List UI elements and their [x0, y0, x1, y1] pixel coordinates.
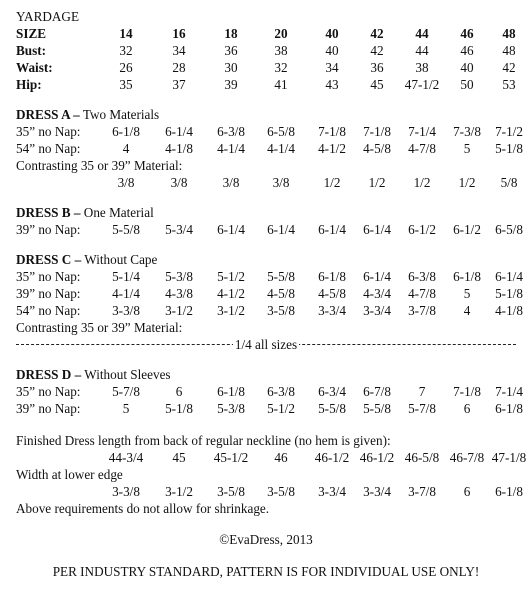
value-cell: 35 — [119, 77, 133, 92]
value-cell: 6-5/8 — [267, 124, 295, 139]
value-cell: 53 — [502, 77, 516, 92]
value-cell: 7 — [418, 384, 426, 399]
value-cell: 4-1/8 — [165, 141, 193, 156]
value-cell: 3/8 — [170, 175, 188, 190]
value-cell: 3-7/8 — [408, 484, 436, 499]
value-cell: 4-5/8 — [267, 286, 295, 301]
value-cell: 48 — [502, 43, 516, 58]
value-cell: 43 — [325, 77, 339, 92]
row-label: Hip: — [16, 77, 42, 92]
value-cell: 6-1/8 — [495, 484, 523, 499]
value-cell: 47-1/2 — [404, 77, 440, 92]
value-cell: 3-5/8 — [217, 484, 245, 499]
value-cell: 5-7/8 — [112, 384, 140, 399]
value-cell: 45-1/2 — [213, 450, 249, 465]
value-cell: 6-1/4 — [363, 269, 391, 284]
value-cell: 46-1/2 — [314, 450, 350, 465]
value-cell: 48 — [502, 26, 516, 41]
value-cell: 3-5/8 — [267, 484, 295, 499]
row-label: SIZE — [16, 26, 47, 41]
value-cell: 40 — [325, 26, 339, 41]
value-cell: 6-1/8 — [217, 384, 245, 399]
dress-b-desc: One Material — [80, 205, 154, 220]
value-cell: 32 — [274, 60, 288, 75]
value-cell: 4-7/8 — [408, 286, 436, 301]
value-cell: 45 — [370, 77, 384, 92]
value-cell: 3-1/2 — [165, 484, 193, 499]
value-cell: 6-1/8 — [453, 269, 481, 284]
value-cell: 16 — [172, 26, 186, 41]
dress-d-desc: Without Sleeves — [81, 367, 171, 382]
value-cell: 44 — [415, 43, 429, 58]
value-cell: 3/8 — [272, 175, 290, 190]
value-cell: 1/2 — [458, 175, 476, 190]
value-cell: 6 — [463, 484, 471, 499]
value-cell: 5/8 — [500, 175, 518, 190]
row-label: 39” no Nap: — [16, 286, 81, 301]
value-cell: 6-3/8 — [217, 124, 245, 139]
value-cell: 6-7/8 — [363, 384, 391, 399]
value-cell: 5-3/8 — [217, 401, 245, 416]
value-cell: 6-1/2 — [453, 222, 481, 237]
dress-a-desc: Two Materials — [79, 107, 160, 122]
value-cell: 3-1/2 — [217, 303, 245, 318]
value-cell: 40 — [325, 43, 339, 58]
value-cell: 4-1/4 — [217, 141, 245, 156]
value-cell: 6 — [175, 384, 183, 399]
value-cell: 3-7/8 — [408, 303, 436, 318]
value-cell: 45 — [172, 450, 186, 465]
value-cell: 6-5/8 — [495, 222, 523, 237]
value-cell: 7-1/4 — [495, 384, 523, 399]
dress-d-name: DRESS D – — [16, 367, 82, 382]
value-cell: 6-1/8 — [318, 269, 346, 284]
value-cell: 6-1/2 — [408, 222, 436, 237]
value-cell: 7-1/8 — [453, 384, 481, 399]
value-cell: 3-3/4 — [363, 484, 391, 499]
row-label: Bust: — [16, 43, 47, 58]
value-cell: 5 — [122, 401, 130, 416]
row-label: 39” no Nap: — [16, 401, 81, 416]
row-label: 35” no Nap: — [16, 384, 81, 399]
dress-b-name: DRESS B – — [16, 205, 81, 220]
value-cell: 6-1/4 — [217, 222, 245, 237]
value-cell: 5-1/8 — [495, 286, 523, 301]
value-cell: 5 — [463, 286, 471, 301]
value-cell: 3-1/2 — [165, 303, 193, 318]
value-cell: 1/2 — [323, 175, 341, 190]
value-cell: 5-7/8 — [408, 401, 436, 416]
value-cell: 37 — [172, 77, 186, 92]
value-cell: 50 — [460, 77, 474, 92]
value-cell: 3-3/4 — [318, 484, 346, 499]
value-cell: 6-3/8 — [408, 269, 436, 284]
value-cell: 7-3/8 — [453, 124, 481, 139]
width-label: Width at lower edge — [16, 467, 123, 482]
value-cell: 41 — [274, 77, 288, 92]
value-cell: 3/8 — [117, 175, 135, 190]
dress-c-contrasting-label: Contrasting 35 or 39” Material: — [16, 320, 183, 335]
value-cell: 5-1/8 — [165, 401, 193, 416]
row-label: 35” no Nap: — [16, 124, 81, 139]
value-cell: 7-1/8 — [318, 124, 346, 139]
dress-c-all-sizes: 1/4 all sizes — [234, 337, 298, 352]
value-cell: 46 — [460, 43, 474, 58]
value-cell: 3-3/8 — [112, 303, 140, 318]
value-cell: 5 — [463, 141, 471, 156]
value-cell: 4-1/4 — [267, 141, 295, 156]
value-cell: 42 — [370, 26, 384, 41]
value-cell: 44-3/4 — [108, 450, 144, 465]
row-label: 35” no Nap: — [16, 269, 81, 284]
dress-c-desc: Without Cape — [81, 252, 158, 267]
finished-length-label: Finished Dress length from back of regular neckline (no hem is given): — [16, 433, 391, 448]
value-cell: 46 — [274, 450, 288, 465]
value-cell: 30 — [224, 60, 238, 75]
value-cell: 6-1/8 — [112, 124, 140, 139]
row-label: Waist: — [16, 60, 53, 75]
value-cell: 38 — [274, 43, 288, 58]
row-label: 54” no Nap: — [16, 303, 81, 318]
value-cell: 6-1/4 — [165, 124, 193, 139]
value-cell: 3/8 — [222, 175, 240, 190]
value-cell: 42 — [502, 60, 516, 75]
value-cell: 26 — [119, 60, 133, 75]
value-cell: 6 — [463, 401, 471, 416]
value-cell: 5-3/4 — [165, 222, 193, 237]
value-cell: 36 — [370, 60, 384, 75]
value-cell: 34 — [172, 43, 186, 58]
value-cell: 4-5/8 — [363, 141, 391, 156]
value-cell: 6-3/4 — [318, 384, 346, 399]
dress-a-contrasting-label: Contrasting 35 or 39” Material: — [16, 158, 183, 173]
value-cell: 6-1/4 — [495, 269, 523, 284]
value-cell: 34 — [325, 60, 339, 75]
value-cell: 4 — [463, 303, 471, 318]
value-cell: 46-1/2 — [359, 450, 395, 465]
value-cell: 4-3/8 — [165, 286, 193, 301]
value-cell: 5-1/2 — [217, 269, 245, 284]
value-cell: 4 — [122, 141, 130, 156]
value-cell: 14 — [119, 26, 133, 41]
value-cell: 3-3/4 — [363, 303, 391, 318]
dress-a-name: DRESS A – — [16, 107, 80, 122]
value-cell: 4-5/8 — [318, 286, 346, 301]
value-cell: 3-5/8 — [267, 303, 295, 318]
value-cell: 7-1/2 — [495, 124, 523, 139]
value-cell: 39 — [224, 77, 238, 92]
value-cell: 6-1/4 — [318, 222, 346, 237]
value-cell: 6-1/4 — [267, 222, 295, 237]
value-cell: 18 — [224, 26, 238, 41]
value-cell: 5-1/2 — [267, 401, 295, 416]
value-cell: 36 — [224, 43, 238, 58]
value-cell: 32 — [119, 43, 133, 58]
value-cell: 1/2 — [368, 175, 386, 190]
value-cell: 7-1/8 — [363, 124, 391, 139]
value-cell: 1/2 — [413, 175, 431, 190]
value-cell: 4-1/2 — [318, 141, 346, 156]
dress-c-all-sizes-line — [16, 336, 516, 353]
value-cell: 4-1/8 — [495, 303, 523, 318]
value-cell: 4-7/8 — [408, 141, 436, 156]
value-cell: 6-3/8 — [267, 384, 295, 399]
value-cell: 5-5/8 — [112, 222, 140, 237]
value-cell: 3-3/8 — [112, 484, 140, 499]
dress-c-name: DRESS C – — [16, 252, 82, 267]
value-cell: 6-1/4 — [363, 222, 391, 237]
value-cell: 46 — [460, 26, 474, 41]
value-cell: 6-1/8 — [495, 401, 523, 416]
yardage-title: YARDAGE — [16, 9, 80, 24]
value-cell: 42 — [370, 43, 384, 58]
value-cell: 46-5/8 — [404, 450, 440, 465]
value-cell: 4-1/2 — [217, 286, 245, 301]
value-cell: 38 — [415, 60, 429, 75]
value-cell: 3-3/4 — [318, 303, 346, 318]
value-cell: 46-7/8 — [449, 450, 485, 465]
row-label: 39” no Nap: — [16, 222, 81, 237]
row-label: 54” no Nap: — [16, 141, 81, 156]
value-cell: 47-1/8 — [491, 450, 527, 465]
copyright: ©EvaDress, 2013 — [219, 532, 313, 547]
value-cell: 20 — [274, 26, 288, 41]
value-cell: 40 — [460, 60, 474, 75]
value-cell: 44 — [415, 26, 429, 41]
value-cell: 5-5/8 — [363, 401, 391, 416]
value-cell: 5-5/8 — [318, 401, 346, 416]
value-cell: 5-1/4 — [112, 269, 140, 284]
shrinkage-note: Above requirements do not allow for shrinkage. — [16, 501, 270, 516]
footer-notice: PER INDUSTRY STANDARD, PATTERN IS FOR INDIVIDUAL USE ONLY! — [52, 564, 480, 579]
value-cell: 5-5/8 — [267, 269, 295, 284]
value-cell: 4-1/4 — [112, 286, 140, 301]
value-cell: 28 — [172, 60, 186, 75]
value-cell: 5-3/8 — [165, 269, 193, 284]
value-cell: 4-3/4 — [363, 286, 391, 301]
value-cell: 7-1/4 — [408, 124, 436, 139]
value-cell: 5-1/8 — [495, 141, 523, 156]
